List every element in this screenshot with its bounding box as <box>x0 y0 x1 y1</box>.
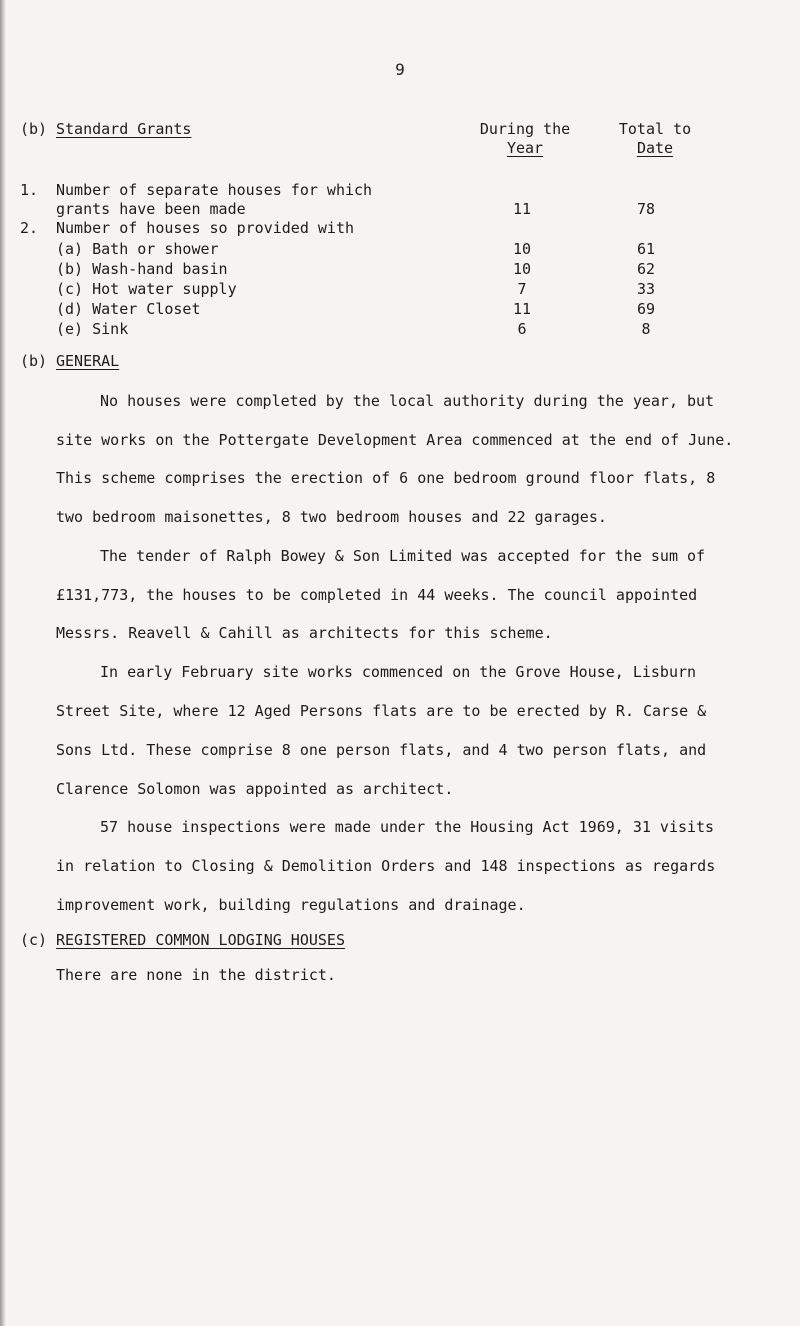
general-line-10: Sons Ltd. These comprise 8 one person flats, and 4 two person flats, and <box>56 741 707 759</box>
general-line-4: two bedroom maisonettes, 8 two bedroom houses and 22 garages. <box>56 508 607 526</box>
row-2c-year: 7 <box>517 280 527 298</box>
general-label: (b) <box>20 352 48 370</box>
general-line-11: Clarence Solomon was appointed as architect. <box>56 780 454 798</box>
section-c-label: (c) <box>20 931 48 949</box>
row-2b-year: 10 <box>512 260 532 278</box>
general-line-12: 57 house inspections were made under the Housing Act 1969, 31 visits <box>100 818 715 836</box>
row-1-number: 1. <box>20 181 39 199</box>
section-c-text: There are none in the district. <box>56 966 336 984</box>
section-b-label: (b) <box>20 120 48 138</box>
row-2a-total: 61 <box>636 240 656 258</box>
general-title: GENERAL <box>56 352 120 370</box>
row-2e-year: 6 <box>517 320 527 338</box>
general-line-3: This scheme comprises the erection of 6 one bedroom ground floor flats, 8 <box>56 469 716 487</box>
row-2c-total: 33 <box>636 280 656 298</box>
general-line-2: site works on the Pottergate Development Area commenced at the end of June. <box>56 431 734 449</box>
general-line-9: Street Site, where 12 Aged Persons flats are to be erected by R. Carse & <box>56 702 707 720</box>
row-2e-total: 8 <box>641 320 651 338</box>
general-line-7: Messrs. Reavell & Cahill as architects for this scheme. <box>56 624 553 642</box>
general-line-14: improvement work, building regulations and drainage. <box>56 896 526 914</box>
section-b-title: Standard Grants <box>56 120 192 138</box>
row-2d-year: 11 <box>512 300 532 318</box>
row-1-year: 11 <box>512 200 532 218</box>
general-line-8: In early February site works commenced on the Grove House, Lisburn <box>100 663 697 681</box>
col-year-header-2: Year <box>506 139 544 157</box>
general-line-1: No houses were completed by the local authority during the year, but <box>100 392 715 410</box>
row-2b-label: (b) Wash-hand basin <box>56 260 228 278</box>
row-2c-label: (c) Hot water supply <box>56 280 237 298</box>
general-line-13: in relation to Closing & Demolition Orders and 148 inspections as regards <box>56 857 716 875</box>
row-1-label-line1: Number of separate houses for which <box>56 181 373 199</box>
row-2a-label: (a) Bath or shower <box>56 240 219 258</box>
row-2b-total: 62 <box>636 260 656 278</box>
general-line-6: £131,773, the houses to be completed in 44 weeks. The council appointed <box>56 586 698 604</box>
row-1-total: 78 <box>636 200 656 218</box>
page-edge-shadow <box>0 0 6 1326</box>
row-2-number: 2. <box>20 219 39 237</box>
row-2e-label: (e) Sink <box>56 320 129 338</box>
section-c-title: REGISTERED COMMON LODGING HOUSES <box>56 931 345 949</box>
page-number: 9 <box>395 60 405 79</box>
row-2d-label: (d) Water Closet <box>56 300 201 318</box>
col-year-header-1: During the <box>479 120 571 138</box>
row-2d-total: 69 <box>636 300 656 318</box>
col-total-header-1: Total to <box>618 120 692 138</box>
row-1-label-line2: grants have been made <box>56 200 246 218</box>
col-total-header-2: Date <box>636 139 674 157</box>
row-2-label: Number of houses so provided with <box>56 219 355 237</box>
row-2a-year: 10 <box>512 240 532 258</box>
general-line-5: The tender of Ralph Bowey & Son Limited was accepted for the sum of <box>100 547 706 565</box>
